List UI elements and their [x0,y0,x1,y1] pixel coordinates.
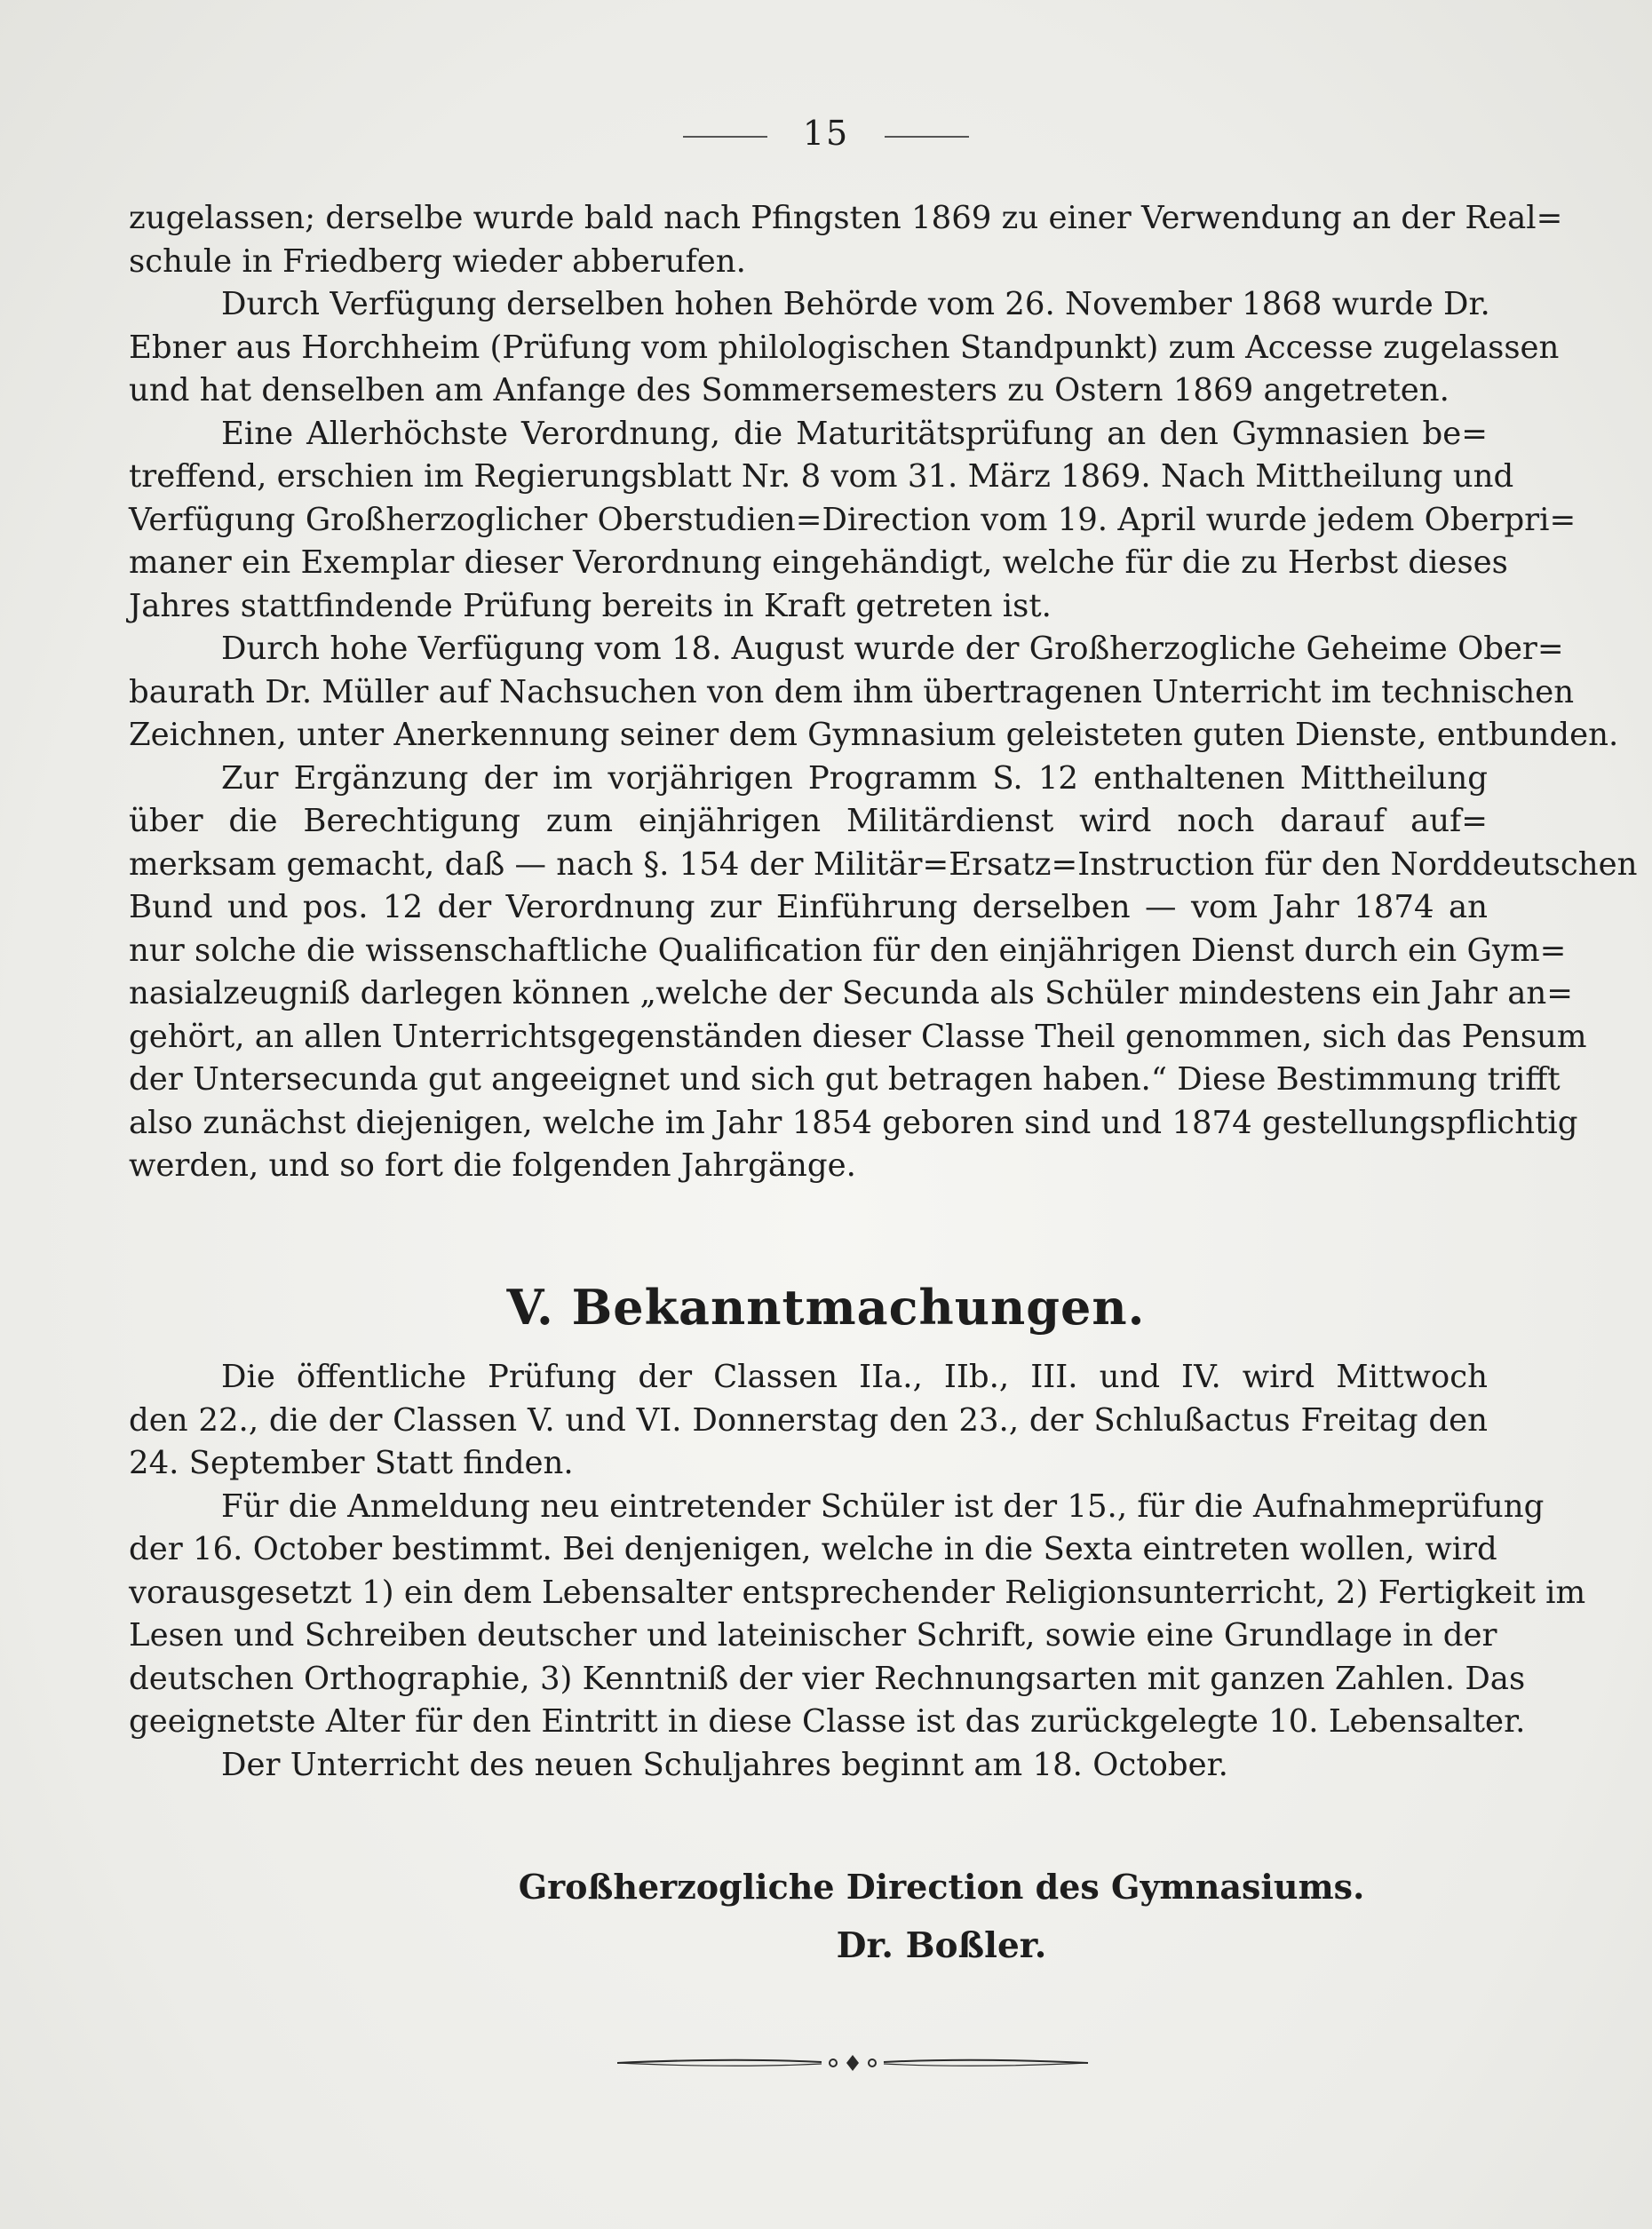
paragraph-1 [129,197,1563,283]
paragraph-6 [129,1356,1488,1486]
paragraph-2 [129,283,1560,413]
signature-institution: Großherzogliche Direction des Gymnasiums. [518,1867,1365,1907]
text-line: Für die Anmeldung neu eintretender Schüler ist der 15., für die Aufnahmeprüfung [221,1487,1545,1525]
header-rule-right [885,136,969,138]
text-line: Lesen und Schreiben deutscher und lateinischer Schrift, sowie eine Grundlage in der [129,1617,1497,1654]
text-line: Durch Verfügung derselben hohen Behörde vom 26. November 1868 wurde Dr. [221,286,1490,322]
page-header [0,114,1652,153]
paragraph-7 [129,1486,1586,1744]
text-line: über die Berechtigung zum einjährigen Militärdienst wird noch darauf auf= [129,803,1488,839]
body-text-top [129,197,1638,1188]
text-line: Jahres stattfindende Prüfung bereits in Kraft getreten ist. [129,587,1052,624]
text-line: nasialzeugniß darlegen können „welche der Secunda als Schüler mindestens ein Jahr an= [129,975,1573,1011]
text-line: nur solche die wissenschaftliche Qualification für den einjährigen Dienst durch ein Gym= [129,932,1567,969]
text-line: werden, und so fort die folgenden Jahrgänge. [129,1147,856,1184]
body-text-announcements [129,1356,1586,1787]
text-line: und hat denselben am Anfange des Sommersemesters zu Ostern 1869 angetreten. [129,372,1449,409]
text-line: Ebner aus Horchheim (Prüfung vom philologischen Standpunkt) zum Accesse zugelassen [129,329,1560,366]
text-line: Durch hohe Verfügung vom 18. August wurde der Großherzogliche Geheime Ober= [221,631,1564,667]
text-line: vorausgesetzt 1) ein dem Lebensalter entsprechender Religionsunterricht, 2) Fertigkeit im [129,1574,1586,1611]
text-line: deutschen Orthographie, 3) Kenntniß der vier Rechnungsarten mit ganzen Zahlen. Das [129,1660,1526,1697]
header-rule-left [683,136,767,138]
text-line: also zunächst diejenigen, welche im Jahr 1854 geboren sind und 1874 gestellungspflichtig [129,1104,1578,1141]
text-line: maner ein Exemplar dieser Verordnung eingehändigt, welche für die zu Herbst dieses [129,544,1508,581]
page-number: 15 [802,114,850,153]
text-line: zugelassen; derselbe wurde bald nach Pfingsten 1869 zu einer Verwendung an der Real= [129,200,1563,236]
text-line: Der Unterricht des neuen Schuljahres beginnt am 18. October. [221,1746,1228,1783]
paragraph-8 [129,1744,1488,1788]
paragraph-4 [129,628,1619,758]
text-line: Die öffentliche Prüfung der Classen IIa., IIb., III. und IV. wird Mittwoch [221,1359,1488,1395]
signature-name: Dr. Boßler. [836,1925,1047,1966]
paragraph-3 [129,413,1577,629]
text-line: der 16. October bestimmt. Bei denjenigen, welche in die Sexta eintreten wollen, wird [129,1531,1497,1567]
text-line: der Untersecunda gut angeeignet und sich gut betragen haben.“ Diese Bestimmung trifft [129,1061,1561,1098]
text-line: schule in Friedberg wieder abberufen. [129,242,746,280]
text-line: Eine Allerhöchste Verordnung, die Maturitätsprüfung an den Gymnasien be= [221,415,1488,452]
text-line: baurath Dr. Müller auf Nachsuchen von dem ihm übertragenen Unterricht im technischen [129,673,1575,710]
text-line: 24. September Statt finden. [129,1445,574,1481]
section-heading: V. Bekanntmachungen. [506,1279,1146,1336]
text-line: den 22., die der Classen V. und VI. Donnerstag den 23., der Schlußactus Freitag den [129,1401,1488,1439]
text-line: Verfügung Großherzoglicher Oberstudien=Direction vom 19. April wurde jedem Oberpri= [129,501,1577,538]
text-line: Zeichnen, unter Anerkennung seiner dem Gymnasium geleisteten guten Dienste, entbunden. [129,717,1619,753]
text-line: geeignetste Alter für den Eintritt in diese Classe ist das zurückgelegte 10. Lebensalter. [129,1703,1526,1740]
text-line: Bund und pos. 12 der Verordnung zur Einführung derselben — vom Jahr 1874 an [129,889,1488,925]
text-line: treffend, erschien im Regierungsblatt Nr. 8 vom 31. März 1869. Nach Mittheilung und [129,458,1514,495]
text-line: merksam gemacht, daß — nach §. 154 der Militär=Ersatz=Instruction für den Norddeutschen [129,845,1638,883]
text-line: gehört, an allen Unterrichtsgegenständen dieser Classe Theil genommen, sich das Pensum [129,1018,1587,1055]
text-line: Zur Ergänzung der im vorjährigen Programm S. 12 enthaltenen Mittheilung [221,759,1488,797]
closing-ornament-icon [613,2050,1092,2076]
paragraph-5 [129,758,1638,1188]
